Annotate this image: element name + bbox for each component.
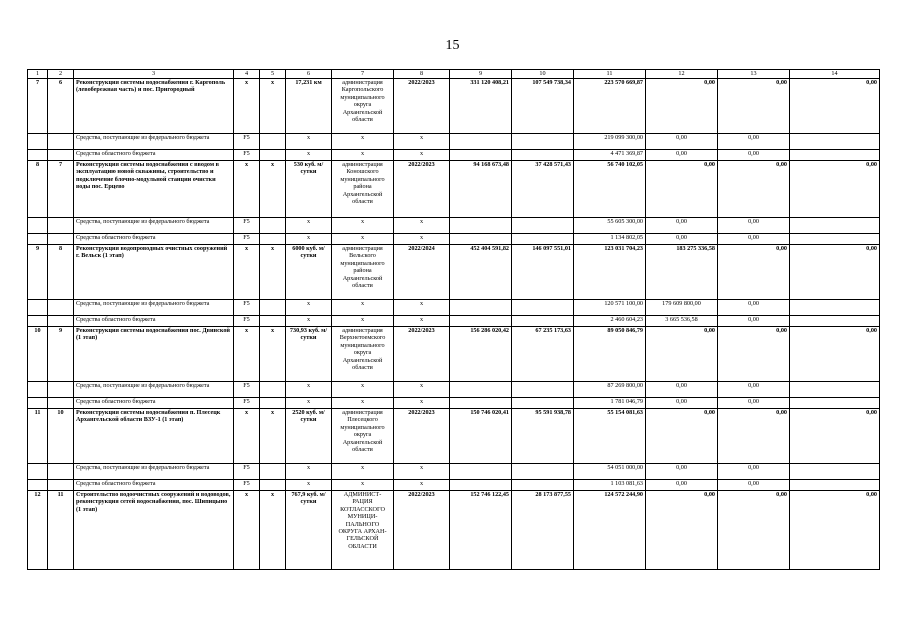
budget-code: F5 bbox=[234, 150, 260, 161]
years: 2022/2023 bbox=[394, 409, 450, 464]
sub-number: 11 bbox=[48, 491, 74, 570]
funding-col-11: 2 460 604,23 bbox=[574, 316, 646, 327]
budget-table bbox=[27, 69, 880, 570]
empty-cell bbox=[512, 218, 574, 234]
funding-col-11: 54 051 000,00 bbox=[574, 464, 646, 480]
funding-col-14: 0,00 bbox=[790, 161, 880, 218]
empty-cell bbox=[450, 134, 512, 150]
source-label: Средства областного бюджета bbox=[74, 316, 234, 327]
empty-cell bbox=[28, 464, 48, 480]
empty-cell bbox=[48, 150, 74, 161]
funding-col-13: 0,00 bbox=[718, 161, 790, 218]
cell-x: х bbox=[234, 79, 260, 134]
row-number: 10 bbox=[28, 327, 48, 382]
project-name: Реконструкция водопроводных очистных сооружений г. Вельск (1 этап) bbox=[74, 245, 234, 300]
column-header: 12 bbox=[646, 70, 718, 79]
capacity: 17,231 км bbox=[286, 79, 332, 134]
funding-col-13: 0,00 bbox=[718, 398, 790, 409]
funding-col-11: 56 740 102,05 bbox=[574, 161, 646, 218]
project-row bbox=[28, 491, 880, 570]
organization: АДМИНИСТ-РАЦИЯ КОТЛАССКОГО МУНИЦИ-ПАЛЬНОГО ОКРУГА АРХАН-ГЕЛЬСКОЙ ОБЛАСТИ bbox=[332, 491, 394, 570]
column-header: 6 bbox=[286, 70, 332, 79]
row-number: 9 bbox=[28, 245, 48, 300]
empty-cell bbox=[48, 218, 74, 234]
prior-funding: 146 097 551,01 bbox=[512, 245, 574, 300]
empty-cell bbox=[48, 398, 74, 409]
cell-x: х bbox=[260, 491, 286, 570]
empty-cell bbox=[48, 316, 74, 327]
cell-x: х bbox=[234, 491, 260, 570]
cell-x: х bbox=[260, 409, 286, 464]
federal-row bbox=[28, 134, 880, 150]
funding-col-14: 0,00 bbox=[790, 327, 880, 382]
cell-x: х bbox=[394, 480, 450, 491]
header-row bbox=[28, 70, 880, 79]
empty-cell bbox=[512, 234, 574, 245]
funding-col-13: 0,00 bbox=[718, 409, 790, 464]
funding-col-12: 0,00 bbox=[646, 398, 718, 409]
organization: администрация Каргопольского муниципального округа Архангельской области bbox=[332, 79, 394, 134]
cell-x: х bbox=[260, 79, 286, 134]
empty-cell bbox=[260, 218, 286, 234]
empty-cell bbox=[48, 480, 74, 491]
empty-cell bbox=[28, 218, 48, 234]
funding-col-14: 0,00 bbox=[790, 245, 880, 300]
project-name: Реконструкция системы водоснабжения г. Каргополь (левобережная часть) и пос. Пригородный bbox=[74, 79, 234, 134]
organization: администрация Коношского муниципального района Архангельской области bbox=[332, 161, 394, 218]
funding-col-13: 0,00 bbox=[718, 491, 790, 570]
organization: администрация Верхнетоемского муниципального округа Архангельской области bbox=[332, 327, 394, 382]
capacity: 2520 куб. м/ сутки bbox=[286, 409, 332, 464]
empty-cell bbox=[512, 134, 574, 150]
federal-row bbox=[28, 382, 880, 398]
empty-cell bbox=[48, 134, 74, 150]
years: 2022/2023 bbox=[394, 327, 450, 382]
funding-col-11: 223 570 669,87 bbox=[574, 79, 646, 134]
cell-x: х bbox=[332, 382, 394, 398]
sub-number: 6 bbox=[48, 79, 74, 134]
prior-funding: 107 549 738,34 bbox=[512, 79, 574, 134]
page-number: 15 bbox=[445, 38, 460, 53]
funding-col-12: 0,00 bbox=[646, 464, 718, 480]
funding-col-13: 0,00 bbox=[718, 382, 790, 398]
regional-row bbox=[28, 398, 880, 409]
funding-col-13: 0,00 bbox=[718, 300, 790, 316]
column-header: 8 bbox=[394, 70, 450, 79]
row-number: 7 bbox=[28, 79, 48, 134]
empty-cell bbox=[790, 382, 880, 398]
empty-cell bbox=[260, 382, 286, 398]
prior-funding: 95 591 938,78 bbox=[512, 409, 574, 464]
cell-x: х bbox=[286, 300, 332, 316]
funding-col-12: 0,00 bbox=[646, 150, 718, 161]
project-name: Реконструкция системы водоснабжения пос. Двинской (1 этап) bbox=[74, 327, 234, 382]
source-label: Средства областного бюджета bbox=[74, 480, 234, 491]
funding-col-12: 0,00 bbox=[646, 79, 718, 134]
funding-col-12: 3 665 536,58 bbox=[646, 316, 718, 327]
funding-col-13: 0,00 bbox=[718, 134, 790, 150]
funding-col-12: 0,00 bbox=[646, 491, 718, 570]
regional-row bbox=[28, 480, 880, 491]
row-number: 8 bbox=[28, 161, 48, 218]
sub-number: 9 bbox=[48, 327, 74, 382]
empty-cell bbox=[790, 398, 880, 409]
organization: администрация Плесецкого муниципального округа Архангельской области bbox=[332, 409, 394, 464]
column-header: 10 bbox=[512, 70, 574, 79]
funding-col-13: 0,00 bbox=[718, 234, 790, 245]
total-cost: 152 746 122,45 bbox=[450, 491, 512, 570]
cell-x: х bbox=[332, 150, 394, 161]
cell-x: х bbox=[332, 218, 394, 234]
source-label: Средства областного бюджета bbox=[74, 234, 234, 245]
cell-x: х bbox=[394, 300, 450, 316]
column-header: 2 bbox=[48, 70, 74, 79]
project-row bbox=[28, 409, 880, 464]
column-header: 13 bbox=[718, 70, 790, 79]
funding-col-11: 87 269 800,00 bbox=[574, 382, 646, 398]
cell-x: х bbox=[286, 150, 332, 161]
empty-cell bbox=[450, 316, 512, 327]
total-cost: 452 404 591,82 bbox=[450, 245, 512, 300]
project-row bbox=[28, 245, 880, 300]
funding-col-14: 0,00 bbox=[790, 409, 880, 464]
total-cost: 94 168 673,48 bbox=[450, 161, 512, 218]
prior-funding: 28 173 877,55 bbox=[512, 491, 574, 570]
cell-x: х bbox=[332, 316, 394, 327]
funding-col-12: 0,00 bbox=[646, 234, 718, 245]
cell-x: х bbox=[260, 161, 286, 218]
funding-col-13: 0,00 bbox=[718, 218, 790, 234]
funding-col-11: 55 605 300,00 bbox=[574, 218, 646, 234]
project-row bbox=[28, 161, 880, 218]
funding-col-11: 1 781 046,79 bbox=[574, 398, 646, 409]
funding-col-14: 0,00 bbox=[790, 491, 880, 570]
funding-col-13: 0,00 bbox=[718, 327, 790, 382]
column-header: 1 bbox=[28, 70, 48, 79]
project-name: Строительство водоочистных сооружений и водоводов, реконструкция сетей водоснабжения, пос. Шипицыно (1 этап) bbox=[74, 491, 234, 570]
funding-col-12: 183 275 336,58 bbox=[646, 245, 718, 300]
project-name: Реконструкция системы водоснабжения п. Плесецк Архангельской области ВЗУ-1 (1 этап) bbox=[74, 409, 234, 464]
years: 2022/2023 bbox=[394, 161, 450, 218]
empty-cell bbox=[512, 316, 574, 327]
empty-cell bbox=[260, 150, 286, 161]
capacity: 767,9 куб. м/ сутки bbox=[286, 491, 332, 570]
column-header: 5 bbox=[260, 70, 286, 79]
federal-row bbox=[28, 218, 880, 234]
empty-cell bbox=[260, 300, 286, 316]
empty-cell bbox=[28, 150, 48, 161]
cell-x: х bbox=[332, 134, 394, 150]
empty-cell bbox=[512, 480, 574, 491]
years: 2022/2024 bbox=[394, 245, 450, 300]
source-label: Средства, поступающие из федерального бюджета bbox=[74, 218, 234, 234]
years: 2022/2023 bbox=[394, 491, 450, 570]
source-label: Средства, поступающие из федерального бюджета bbox=[74, 464, 234, 480]
empty-cell bbox=[28, 398, 48, 409]
source-label: Средства областного бюджета bbox=[74, 398, 234, 409]
row-number: 11 bbox=[28, 409, 48, 464]
cell-x: х bbox=[332, 398, 394, 409]
empty-cell bbox=[512, 398, 574, 409]
empty-cell bbox=[450, 150, 512, 161]
budget-code: F5 bbox=[234, 134, 260, 150]
cell-x: х bbox=[394, 382, 450, 398]
cell-x: х bbox=[234, 409, 260, 464]
years: 2022/2023 bbox=[394, 79, 450, 134]
organization: администрация Вельского муниципального района Архангельской области bbox=[332, 245, 394, 300]
budget-code: F5 bbox=[234, 218, 260, 234]
source-label: Средства, поступающие из федерального бюджета bbox=[74, 382, 234, 398]
column-header: 9 bbox=[450, 70, 512, 79]
column-header: 4 bbox=[234, 70, 260, 79]
cell-x: х bbox=[286, 480, 332, 491]
empty-cell bbox=[512, 150, 574, 161]
column-header: 7 bbox=[332, 70, 394, 79]
column-header: 3 bbox=[74, 70, 234, 79]
funding-col-12: 0,00 bbox=[646, 382, 718, 398]
cell-x: х bbox=[394, 398, 450, 409]
empty-cell bbox=[450, 464, 512, 480]
empty-cell bbox=[28, 134, 48, 150]
empty-cell bbox=[450, 480, 512, 491]
empty-cell bbox=[260, 464, 286, 480]
funding-col-13: 0,00 bbox=[718, 464, 790, 480]
budget-code: F5 bbox=[234, 464, 260, 480]
federal-row bbox=[28, 300, 880, 316]
cell-x: х bbox=[234, 245, 260, 300]
empty-cell bbox=[28, 382, 48, 398]
cell-x: х bbox=[332, 480, 394, 491]
total-cost: 150 746 020,41 bbox=[450, 409, 512, 464]
funding-col-13: 0,00 bbox=[718, 150, 790, 161]
budget-code: F5 bbox=[234, 480, 260, 491]
regional-row bbox=[28, 150, 880, 161]
total-cost: 331 120 408,21 bbox=[450, 79, 512, 134]
funding-col-12: 0,00 bbox=[646, 218, 718, 234]
cell-x: х bbox=[394, 464, 450, 480]
capacity: 6000 куб. м/ сутки bbox=[286, 245, 332, 300]
empty-cell bbox=[28, 480, 48, 491]
empty-cell bbox=[790, 316, 880, 327]
funding-col-14: 0,00 bbox=[790, 79, 880, 134]
prior-funding: 67 235 173,63 bbox=[512, 327, 574, 382]
column-header: 11 bbox=[574, 70, 646, 79]
empty-cell bbox=[790, 464, 880, 480]
funding-col-13: 0,00 bbox=[718, 79, 790, 134]
empty-cell bbox=[48, 300, 74, 316]
funding-col-11: 4 471 369,87 bbox=[574, 150, 646, 161]
funding-col-11: 120 571 100,00 bbox=[574, 300, 646, 316]
funding-col-13: 0,00 bbox=[718, 245, 790, 300]
funding-col-12: 0,00 bbox=[646, 134, 718, 150]
cell-x: х bbox=[394, 218, 450, 234]
empty-cell bbox=[512, 300, 574, 316]
empty-cell bbox=[790, 234, 880, 245]
funding-col-11: 124 572 244,90 bbox=[574, 491, 646, 570]
cell-x: х bbox=[234, 161, 260, 218]
cell-x: х bbox=[260, 245, 286, 300]
funding-col-12: 0,00 bbox=[646, 327, 718, 382]
budget-code: F5 bbox=[234, 316, 260, 327]
cell-x: х bbox=[394, 234, 450, 245]
empty-cell bbox=[790, 150, 880, 161]
empty-cell bbox=[48, 234, 74, 245]
empty-cell bbox=[48, 464, 74, 480]
funding-col-11: 89 050 846,79 bbox=[574, 327, 646, 382]
total-cost: 156 286 020,42 bbox=[450, 327, 512, 382]
sub-number: 8 bbox=[48, 245, 74, 300]
column-header: 14 bbox=[790, 70, 880, 79]
funding-col-11: 219 099 300,00 bbox=[574, 134, 646, 150]
sub-number: 7 bbox=[48, 161, 74, 218]
cell-x: х bbox=[286, 218, 332, 234]
empty-cell bbox=[48, 382, 74, 398]
empty-cell bbox=[790, 134, 880, 150]
budget-code: F5 bbox=[234, 234, 260, 245]
source-label: Средства, поступающие из федерального бюджета bbox=[74, 134, 234, 150]
empty-cell bbox=[260, 134, 286, 150]
cell-x: х bbox=[286, 234, 332, 245]
capacity: 730,93 куб. м/сутки bbox=[286, 327, 332, 382]
budget-code: F5 bbox=[234, 382, 260, 398]
funding-col-11: 1 134 802,05 bbox=[574, 234, 646, 245]
funding-col-12: 0,00 bbox=[646, 480, 718, 491]
budget-code: F5 bbox=[234, 398, 260, 409]
funding-col-12: 0,00 bbox=[646, 409, 718, 464]
funding-col-12: 0,00 bbox=[646, 161, 718, 218]
regional-row bbox=[28, 316, 880, 327]
project-name: Реконструкция системы водоснабжения с вводом в эксплуатацию новой скважины, строительство и подключение блочно-модульной станции очистки воды пос. Ерцево bbox=[74, 161, 234, 218]
empty-cell bbox=[260, 234, 286, 245]
empty-cell bbox=[450, 218, 512, 234]
cell-x: х bbox=[286, 134, 332, 150]
empty-cell bbox=[450, 382, 512, 398]
budget-code: F5 bbox=[234, 300, 260, 316]
empty-cell bbox=[260, 316, 286, 327]
source-label: Средства, поступающие из федерального бюджета bbox=[74, 300, 234, 316]
capacity: 530 куб. м/ сутки bbox=[286, 161, 332, 218]
cell-x: х bbox=[394, 134, 450, 150]
project-row bbox=[28, 79, 880, 134]
cell-x: х bbox=[332, 234, 394, 245]
empty-cell bbox=[28, 300, 48, 316]
empty-cell bbox=[790, 218, 880, 234]
source-label: Средства областного бюджета bbox=[74, 150, 234, 161]
cell-x: х bbox=[332, 464, 394, 480]
prior-funding: 37 428 571,43 bbox=[512, 161, 574, 218]
funding-col-13: 0,00 bbox=[718, 316, 790, 327]
sub-number: 10 bbox=[48, 409, 74, 464]
empty-cell bbox=[28, 316, 48, 327]
empty-cell bbox=[512, 464, 574, 480]
empty-cell bbox=[450, 234, 512, 245]
funding-col-11: 1 103 081,63 bbox=[574, 480, 646, 491]
cell-x: х bbox=[260, 327, 286, 382]
cell-x: х bbox=[286, 398, 332, 409]
regional-row bbox=[28, 234, 880, 245]
cell-x: х bbox=[286, 382, 332, 398]
empty-cell bbox=[260, 480, 286, 491]
cell-x: х bbox=[394, 316, 450, 327]
empty-cell bbox=[790, 300, 880, 316]
federal-row bbox=[28, 464, 880, 480]
cell-x: х bbox=[286, 316, 332, 327]
empty-cell bbox=[450, 398, 512, 409]
project-row bbox=[28, 327, 880, 382]
empty-cell bbox=[512, 382, 574, 398]
funding-col-12: 179 609 800,00 bbox=[646, 300, 718, 316]
empty-cell bbox=[450, 300, 512, 316]
empty-cell bbox=[790, 480, 880, 491]
cell-x: х bbox=[234, 327, 260, 382]
row-number: 12 bbox=[28, 491, 48, 570]
empty-cell bbox=[28, 234, 48, 245]
funding-col-11: 123 031 704,23 bbox=[574, 245, 646, 300]
cell-x: х bbox=[332, 300, 394, 316]
funding-col-13: 0,00 bbox=[718, 480, 790, 491]
empty-cell bbox=[260, 398, 286, 409]
funding-col-11: 55 154 081,63 bbox=[574, 409, 646, 464]
cell-x: х bbox=[394, 150, 450, 161]
cell-x: х bbox=[286, 464, 332, 480]
